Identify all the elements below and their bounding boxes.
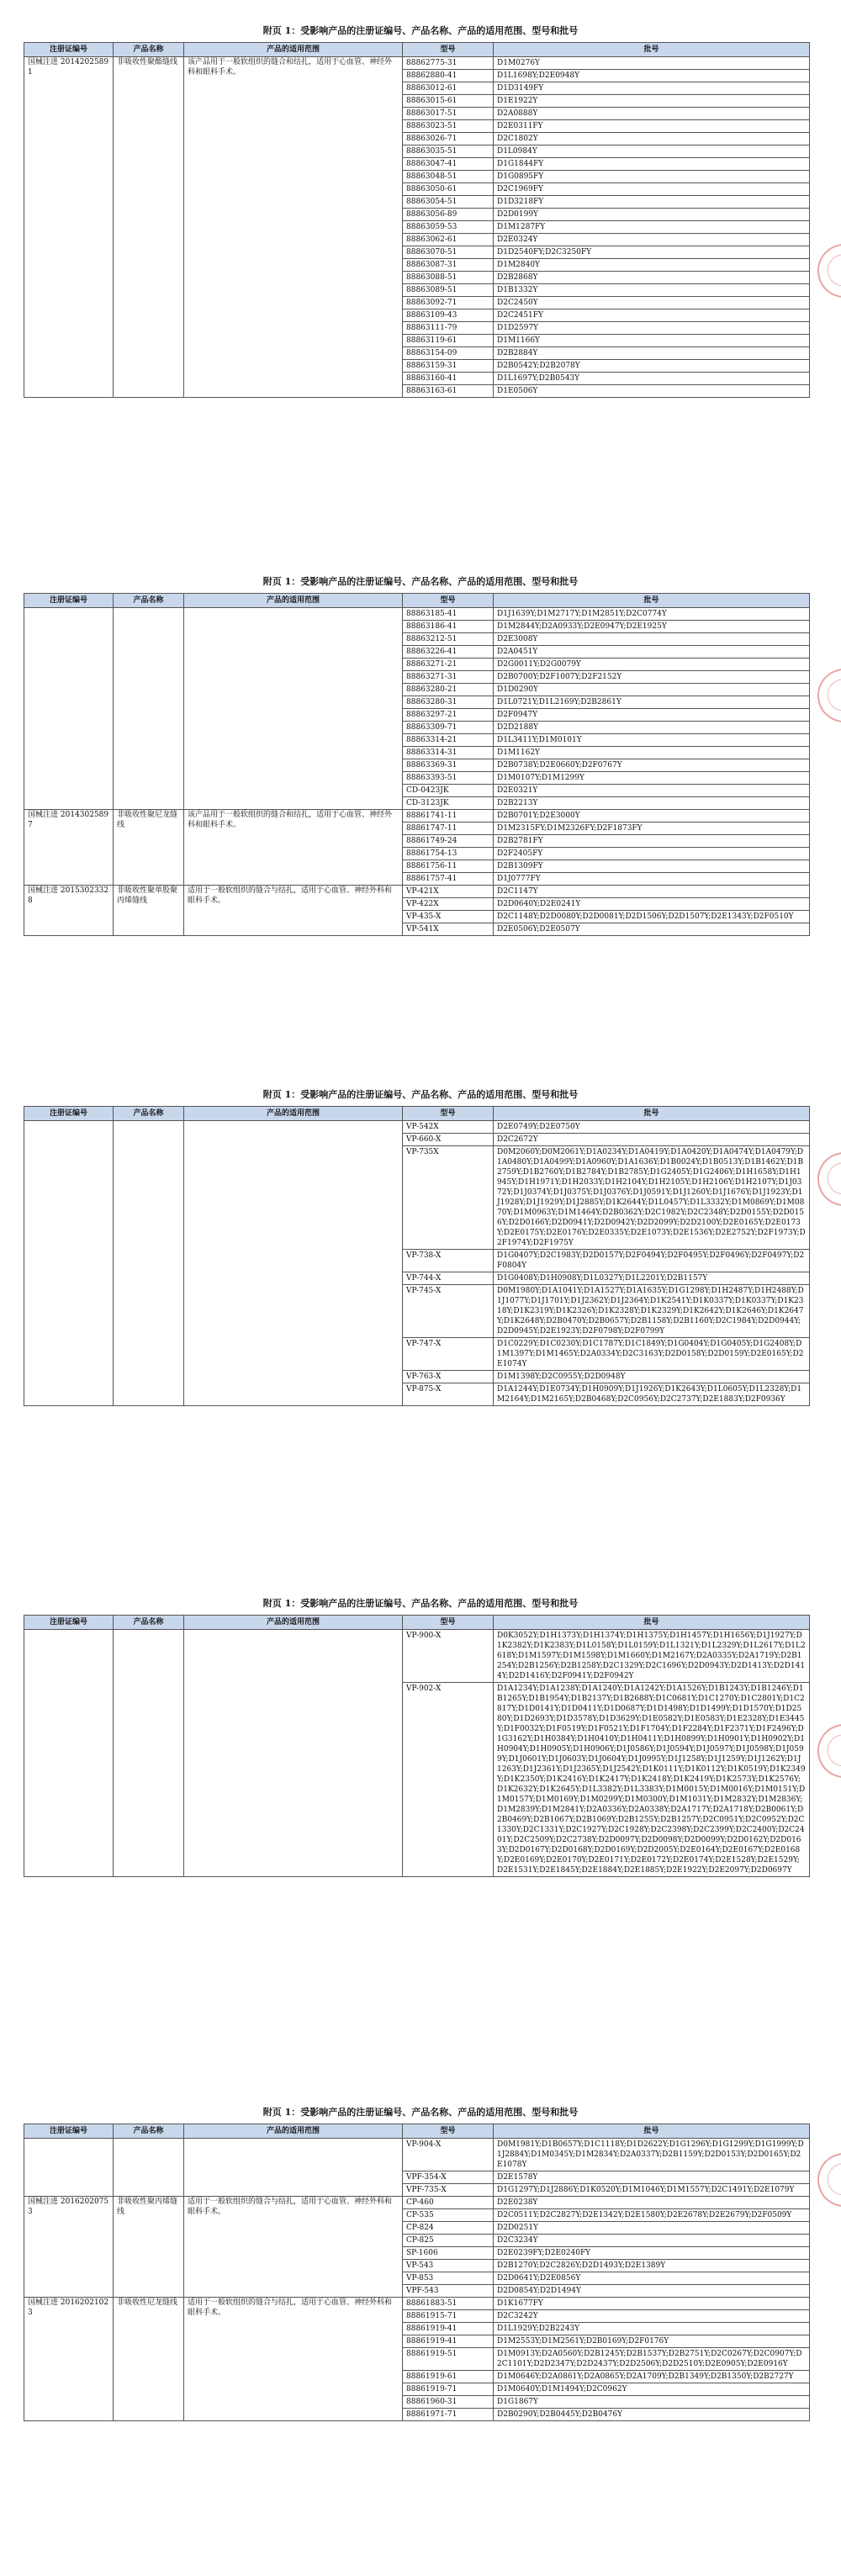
lot-numbers: D1M0640Y;D1M1494Y;D2C0962Y	[494, 2383, 810, 2396]
model-number: VP-435-X	[403, 911, 494, 923]
header-name: 产品名称	[114, 1107, 184, 1121]
model-number: 88861971-71	[403, 2409, 494, 2421]
lot-numbers: D1M2840Y	[494, 259, 810, 272]
lot-numbers: D1G1844FY	[494, 158, 810, 171]
model-number: 88863185-41	[403, 608, 494, 621]
model-number: 88863012-61	[403, 82, 494, 95]
lot-numbers: D1L1929Y;D2B2243Y	[494, 2323, 810, 2335]
lot-numbers: D1J1639Y;D1M2717Y;D1M2851Y;D2C0774Y	[494, 608, 810, 621]
model-number: VP-543	[403, 2260, 494, 2272]
model-number: CP-535	[403, 2209, 494, 2222]
model-number: 88862880-41	[403, 70, 494, 82]
lot-numbers: D2E3008Y	[494, 633, 810, 646]
intended-use	[184, 608, 403, 810]
model-number: 88861741-11	[403, 810, 494, 823]
model-number: 88863314-21	[403, 734, 494, 747]
intended-use: 该产品用于一般软组织的缝合和结扎，适用于心血管、神经外科和眼科手术。	[184, 810, 403, 886]
header-reg: 注册证编号	[24, 2124, 114, 2139]
lot-numbers: D1G1867Y	[494, 2396, 810, 2409]
registration-number: 国械注进 20142025891	[24, 57, 114, 398]
model-number: 88863047-41	[403, 158, 494, 171]
model-number: 88863056-89	[403, 209, 494, 221]
lot-numbers: D0M1981Y;D1B0657Y;D1C1118Y;D1D2622Y;D1G1296Y;D1G1299Y;D1G1999Y;D1J2884Y;D1M0345Y;D1M2834Y;D2A0337Y;D2B1159Y;D2D0153Y;D2D0165Y;D2E1078Y	[494, 2139, 810, 2171]
lot-numbers: D2C3242Y	[494, 2310, 810, 2323]
model-number: 88863054-51	[403, 196, 494, 209]
seal-stamp	[811, 1717, 841, 1785]
registration-number	[24, 608, 114, 810]
seal-stamp	[811, 662, 841, 730]
lot-numbers: D2A0451Y	[494, 646, 810, 659]
header-scope: 产品的适用范围	[184, 1107, 403, 1121]
table-row	[24, 2197, 810, 2209]
header-row	[24, 1107, 810, 1121]
model-number: 88863017-51	[403, 108, 494, 120]
model-number: CD-3123JK	[403, 797, 494, 810]
lot-numbers: D2B2868Y	[494, 272, 810, 284]
lot-numbers: D2E0238Y	[494, 2197, 810, 2209]
lot-numbers: D1B1332Y	[494, 284, 810, 297]
model-number: 88863111-79	[403, 322, 494, 335]
lot-numbers: D1M0276Y	[494, 57, 810, 70]
model-number: VP-421X	[403, 886, 494, 898]
lot-numbers: D1M1287FY	[494, 221, 810, 234]
page-5	[0, 2081, 841, 2576]
lot-numbers: D2F2405FY	[494, 848, 810, 860]
lot-numbers: D1K1677FY	[494, 2298, 810, 2310]
model-number: 88863088-51	[403, 272, 494, 284]
page-title: 附页 1：受影响产品的注册证编号、产品名称、产品的适用范围、型号和批号	[262, 1089, 579, 1100]
lot-numbers: D1D3149FY	[494, 82, 810, 95]
model-number: 88863186-41	[403, 621, 494, 633]
model-number: VP-422X	[403, 898, 494, 911]
model-number: CD-0423JK	[403, 785, 494, 797]
lot-numbers: D0M1980Y;D1A1041Y;D1A1527Y;D1A1635Y;D1G1298Y;D1H2487Y;D1H2488Y;D1J1077Y;D1J1701Y;D1J2362Y;D1J2364Y;D1K2541Y;D1K0337Y;D1K0337Y;D1K2318Y;D1K2319Y;D1K2326Y;D1K2328Y;D1K2329Y;D1K2642Y;D1K2646Y;D1K2647Y;D1K2648Y;D2B0470Y;D2B0657Y;D2B1158Y;D2B1160Y;D2C1984Y;D2D0944Y;D2D0945Y;D2E1923Y;D2F0798Y;D2F0799Y	[494, 1285, 810, 1338]
lot-numbers: D2B2884Y	[494, 347, 810, 360]
intended-use: 适用于一般软组织的缝合与结扎，适用于心血管、神经外科和眼科手术。	[184, 2298, 403, 2421]
lot-numbers: D2D2188Y	[494, 722, 810, 734]
intended-use	[184, 1630, 403, 1877]
lot-numbers: D1M2553Y;D1M2561Y;D2B0169Y;D2F0176Y	[494, 2335, 810, 2348]
model-number: 88863026-71	[403, 133, 494, 145]
lot-numbers: D1M0646Y;D2A0861Y;D2A0865Y;D2A1709Y;D2B1349Y;D2B1350Y;D2B2727Y	[494, 2371, 810, 2383]
header-row	[24, 594, 810, 608]
model-number: 88863314-31	[403, 747, 494, 759]
lot-numbers: D2G0011Y;D2G0079Y	[494, 659, 810, 671]
lot-numbers: D2E0321Y	[494, 785, 810, 797]
header-row	[24, 1616, 810, 1630]
model-number: 88863393-51	[403, 772, 494, 785]
header-scope: 产品的适用范围	[184, 43, 403, 57]
header-scope: 产品的适用范围	[184, 2124, 403, 2139]
header-lot: 批号	[494, 1616, 810, 1630]
model-number: VP-660-X	[403, 1134, 494, 1146]
page-4	[0, 1573, 841, 2081]
model-number: 88863226-41	[403, 646, 494, 659]
registration-number: 国械注进 20162020753	[24, 2197, 114, 2298]
table-row	[24, 2139, 810, 2171]
lot-numbers: D2A0888Y	[494, 108, 810, 120]
lot-numbers: D1M1162Y	[494, 747, 810, 759]
page-title: 附页 1：受影响产品的注册证编号、产品名称、产品的适用范围、型号和批号	[262, 576, 579, 587]
model-number: VP-747-X	[403, 1338, 494, 1371]
model-number: VP-735X	[403, 1146, 494, 1250]
lot-numbers: D1A1234Y;D1A1238Y;D1A1240Y;D1A1242Y;D1A1526Y;D1B1243Y;D1B1246Y;D1B1265Y;D1B1954Y;D1B2137Y;D1B2688Y;D1C0681Y;D1C1270Y;D1C2801Y;D1C2817Y;D1D0141Y;D1D0411Y;D1D0687Y;D1D1498Y;D1D1499Y;D1D1570Y;D1D2580Y;D1D2693Y;D1D3578Y;D1D3629Y;D1E0582Y;D1E0583Y;D1E2328Y;D1E3445Y;D1F0032Y;D1F0519Y;D1F0521Y;D1F1704Y;D1F2284Y;D1F2371Y;D1F2496Y;D1G3162Y;D1H0384Y;D1H0410Y;D1H0411Y;D1H0899Y;D1H0901Y;D1H0902Y;D1H0904Y;D1H0905Y;D1H0906Y;D1J0586Y;D1J0594Y;D1J0597Y;D1J0598Y;D1J0599Y;D1J0601Y;D1J0603Y;D1J0604Y;D1J0995Y;D1J1258Y;D1J1259Y;D1J1262Y;D1J1263Y;D1J2361Y;D1J2365Y;D1J2542Y;D1K0111Y;D1K0112Y;D1K0519Y;D1K2349Y;D1K2350Y;D1K2416Y;D1K2417Y;D1K2418Y;D1K2419Y;D1K2573Y;D1K2576Y;D1K2632Y;D1K2645Y;D1L3382Y;D1L3383Y;D1M0015Y;D1M0016Y;D1M0151Y;D1M0157Y;D1M0169Y;D1M0299Y;D1M0300Y;D1M1031Y;D1M2832Y;D1M2836Y;D1M2839Y;D1M2841Y;D2A0336Y;D2A0338Y;D2A1717Y;D2A1718Y;D2B0061Y;D2B0469Y;D2B1067Y;D2B1069Y;D2B1255Y;D2B1257Y;D2C0951Y;D2C0952Y;D2C1330Y;D2C1331Y;D2C1927Y;D2C1928Y;D2C2398Y;D2C2399Y;D2C2400Y;D2C2401Y;D2C2509Y;D2C2738Y;D2D0097Y;D2D0098Y;D2D0099Y;D2D0162Y;D2D0163Y;D2D0167Y;D2D0168Y;D2D0169Y;D2D2005Y;D2E0164Y;D2E0167Y;D2E0168Y;D2E0169Y;D2E0170Y;D2E0171Y;D2E0172Y;D2E0174Y;D2E1528Y;D2E1529Y;D2E1531Y;D2E1845Y;D2E1884Y;D2E1885Y;D2E1922Y;D2E2097Y;D2D0697Y	[494, 1683, 810, 1877]
registration-number	[24, 1121, 114, 1406]
lot-numbers: D1E0506Y	[494, 385, 810, 398]
intended-use: 适用于一般软组织的缝合与结扎，适用于心血管、神经外科和眼科手术。	[184, 886, 403, 936]
model-number: 88861754-13	[403, 848, 494, 860]
model-number: CP-824	[403, 2222, 494, 2235]
product-name	[114, 2139, 184, 2197]
header-reg: 注册证编号	[24, 1616, 114, 1630]
model-number: 88863163-61	[403, 385, 494, 398]
page-3	[0, 1064, 841, 1573]
model-number: 88863092-71	[403, 297, 494, 309]
header-model: 型号	[403, 1107, 494, 1121]
model-number: 88863089-51	[403, 284, 494, 297]
product-table	[24, 1615, 810, 1877]
header-lot: 批号	[494, 43, 810, 57]
lot-numbers: D2C1147Y	[494, 886, 810, 898]
model-number: 88861756-11	[403, 860, 494, 873]
lot-numbers: D1M2844Y;D2A0933Y;D2E0947Y;D2E1925Y	[494, 621, 810, 633]
model-number: 88861919-41	[403, 2323, 494, 2335]
lot-numbers: D1D2597Y	[494, 322, 810, 335]
model-number: 88863087-31	[403, 259, 494, 272]
lot-numbers: D2D0854Y;D2D1494Y	[494, 2285, 810, 2298]
model-number: 88863035-51	[403, 145, 494, 158]
model-number: VP-902-X	[403, 1683, 494, 1877]
model-number: 88863023-51	[403, 120, 494, 133]
model-number: 88861749-24	[403, 835, 494, 848]
registration-number	[24, 2139, 114, 2197]
header-model: 型号	[403, 594, 494, 608]
lot-numbers: D2B0542Y;D2B2078Y	[494, 360, 810, 373]
product-name	[114, 1121, 184, 1406]
page-title: 附页 1：受影响产品的注册证编号、产品名称、产品的适用范围、型号和批号	[262, 2107, 579, 2118]
header-scope: 产品的适用范围	[184, 594, 403, 608]
model-number: 88863160-41	[403, 373, 494, 385]
lot-numbers: D2B1270Y;D2C2826Y;D2D1493Y;D2E1389Y	[494, 2260, 810, 2272]
lot-numbers: D1M0913Y;D2A0560Y;D2B1245Y;D2B1537Y;D2B2751Y;D2C0267Y;D2C0907Y;D2C1101Y;D2D2347Y;D2D2437Y;D2D2506Y;D2D2510Y;D2E0905Y;D2E0916Y	[494, 2348, 810, 2371]
table-row	[24, 57, 810, 70]
product-name: 非吸收性聚尼龙缝线	[114, 810, 184, 886]
intended-use: 适用于一般软组织的缝合与结扎，适用于心血管、神经外科和眼科手术。	[184, 2197, 403, 2298]
header-name: 产品名称	[114, 594, 184, 608]
lot-numbers: D2E0239FY;D2E0240FY	[494, 2247, 810, 2260]
lot-numbers: D2C1802Y	[494, 133, 810, 145]
model-number: 88862775-31	[403, 57, 494, 70]
lot-numbers: D2B1309FY	[494, 860, 810, 873]
lot-numbers: D2C2451FY	[494, 309, 810, 322]
lot-numbers: D2F0947Y	[494, 709, 810, 722]
registration-number	[24, 1630, 114, 1877]
seal-stamp	[811, 2146, 841, 2214]
lot-numbers: D1D3218FY	[494, 196, 810, 209]
header-reg: 注册证编号	[24, 1107, 114, 1121]
model-number: VP-853	[403, 2272, 494, 2285]
lot-numbers: D2B0700Y;D2F1007Y;D2F2152Y	[494, 671, 810, 684]
header-reg: 注册证编号	[24, 43, 114, 57]
registration-number: 国械注进 20162021023	[24, 2298, 114, 2421]
lot-numbers: D1M0107Y;D1M1299Y	[494, 772, 810, 785]
lot-numbers: D1L0721Y;D1L2169Y;D2B2861Y	[494, 696, 810, 709]
product-name: 非吸收性聚单股聚丙烯缝线	[114, 886, 184, 936]
lot-numbers: D1M2315FY;D1M2326FY;D2F1873FY	[494, 823, 810, 835]
lot-numbers: D1L1698Y;D2E0948Y	[494, 70, 810, 82]
model-number: VP-745-X	[403, 1285, 494, 1338]
table-row	[24, 1630, 810, 1683]
lot-numbers: D2E0506Y;D2E0507Y	[494, 923, 810, 936]
product-name	[114, 608, 184, 810]
header-name: 产品名称	[114, 43, 184, 57]
lot-numbers: D2E0311FY	[494, 120, 810, 133]
model-number: VP-738-X	[403, 1250, 494, 1272]
lot-numbers: D0M2060Y;D0M2061Y;D1A0234Y;D1A0419Y;D1A0420Y;D1A0474Y;D1A0479Y;D1A0480Y;D1A0499Y;D1A0960Y;D1A1636Y;D1B0024Y;D1B0513Y;D1B1462Y;D1B2759Y;D1B2760Y;D1B2784Y;D1B2785Y;D1G2405Y;D1G2406Y;D1H1658Y;D1H1945Y;D1H1971Y;D1H2033Y;D1H2104Y;D1H2105Y;D1H2106Y;D1H2107Y;D1J0372Y;D1J0374Y;D1J0375Y;D1J0376Y;D1J0591Y;D1J1260Y;D1J1676Y;D1J1923Y;D1J1928Y;D1J1929Y;D1J2885Y;D1K2644Y;D1L0457Y;D1L3332Y;D1M0869Y;D1M0870Y;D1M0963Y;D1M1464Y;D2B0362Y;D2C1982Y;D2C2348Y;D2D0155Y;D2D0156Y;D2D0166Y;D2D0941Y;D2D0942Y;D2D2099Y;D2D2100Y;D2E0165Y;D2E0173Y;D2E0175Y;D2E0176Y;D2E0335Y;D2E1073Y;D2E1536Y;D2E2752Y;D2F1973Y;D2F1974Y;D2F1975Y	[494, 1146, 810, 1250]
model-number: 88861919-51	[403, 2348, 494, 2371]
model-number: VP-744-X	[403, 1272, 494, 1285]
lot-numbers: D1E1922Y	[494, 95, 810, 108]
intended-use	[184, 2139, 403, 2197]
lot-numbers: D1M1166Y	[494, 335, 810, 347]
lot-numbers: D1M1398Y;D2C0955Y;D2D0948Y	[494, 1371, 810, 1383]
product-name: 非吸收性尼龙缝线	[114, 2298, 184, 2421]
seal-stamp	[811, 1145, 841, 1214]
model-number: 88863280-31	[403, 696, 494, 709]
header-row	[24, 2124, 810, 2139]
lot-numbers: D1G0895FY	[494, 171, 810, 183]
model-number: VPF-543	[403, 2285, 494, 2298]
page-title: 附页 1：受影响产品的注册证编号、产品名称、产品的适用范围、型号和批号	[262, 1598, 579, 1609]
model-number: 88863297-21	[403, 709, 494, 722]
lot-numbers: D1A1244Y;D1E0734Y;D1H0909Y;D1J1926Y;D1K2643Y;D1L0605Y;D1L2328Y;D1M2164Y;D1M2165Y;D2B0468Y;D2C0956Y;D2C2737Y;D2E1883Y;D2F0936Y	[494, 1383, 810, 1406]
header-model: 型号	[403, 1616, 494, 1630]
lot-numbers: D2B2213Y	[494, 797, 810, 810]
header-name: 产品名称	[114, 2124, 184, 2139]
model-number: 88863271-31	[403, 671, 494, 684]
model-number: VP-900-X	[403, 1630, 494, 1683]
header-name: 产品名称	[114, 1616, 184, 1630]
product-table	[24, 593, 810, 936]
product-table	[24, 42, 810, 398]
table-row	[24, 810, 810, 823]
lot-numbers: D2B2781FY	[494, 835, 810, 848]
table-row	[24, 886, 810, 898]
page-1	[0, 0, 841, 551]
model-number: 88861747-11	[403, 823, 494, 835]
lot-numbers: D2E1578Y	[494, 2171, 810, 2184]
table-row	[24, 1121, 810, 1134]
model-number: 88863309-71	[403, 722, 494, 734]
header-row	[24, 43, 810, 57]
model-number: 88863050-61	[403, 183, 494, 196]
model-number: 88861960-31	[403, 2396, 494, 2409]
model-number: 88863062-61	[403, 234, 494, 246]
lot-numbers: D2D0640Y;D2E0241Y	[494, 898, 810, 911]
lot-numbers: D2B0738Y;D2E0660Y;D2F0767Y	[494, 759, 810, 772]
model-number: CP-460	[403, 2197, 494, 2209]
lot-numbers: D2C0511Y;D2C2827Y;D2E1342Y;D2E1580Y;D2E2678Y;D2E2679Y;D2F0509Y	[494, 2209, 810, 2222]
lot-numbers: D1J0777FY	[494, 873, 810, 886]
lot-numbers: D2D0199Y	[494, 209, 810, 221]
lot-numbers: D1D2540FY;D2C3250FY	[494, 246, 810, 259]
lot-numbers: D1D0290Y	[494, 684, 810, 696]
header-lot: 批号	[494, 1107, 810, 1121]
model-number: 88863119-61	[403, 335, 494, 347]
model-number: VPF-354-X	[403, 2171, 494, 2184]
model-number: VP-763-X	[403, 1371, 494, 1383]
header-lot: 批号	[494, 2124, 810, 2139]
model-number: VP-542X	[403, 1121, 494, 1134]
lot-numbers: D1C0229Y;D1C0230Y;D1C1787Y;D1C1849Y;D1G0404Y;D1G0405Y;D1G2408Y;D1M1397Y;D1M1465Y;D2A0334Y;D2C3163Y;D2D0158Y;D2D0159Y;D2E0165Y;D2E1074Y	[494, 1338, 810, 1371]
header-lot: 批号	[494, 594, 810, 608]
model-number: 88861757-41	[403, 873, 494, 886]
product-name: 非吸收性聚丙烯缝线	[114, 2197, 184, 2298]
header-reg: 注册证编号	[24, 594, 114, 608]
lot-numbers: D2E0749Y;D2E0750Y	[494, 1121, 810, 1134]
model-number: 88863109-43	[403, 309, 494, 322]
model-number: VPF-735-X	[403, 2184, 494, 2197]
intended-use	[184, 1121, 403, 1406]
lot-numbers: D2D0251Y	[494, 2222, 810, 2235]
model-number: 88861919-71	[403, 2383, 494, 2396]
lot-numbers: D2C3234Y	[494, 2235, 810, 2247]
model-number: 88863070-51	[403, 246, 494, 259]
model-number: 88863059-53	[403, 221, 494, 234]
lot-numbers: D1L3411Y;D1M0101Y	[494, 734, 810, 747]
product-table	[24, 2124, 810, 2421]
page-2	[0, 551, 841, 1064]
lot-numbers: D2C2450Y	[494, 297, 810, 309]
table-row	[24, 608, 810, 621]
model-number: 88861883-51	[403, 2298, 494, 2310]
model-number: SP-1606	[403, 2247, 494, 2260]
model-number: 88863048-51	[403, 171, 494, 183]
lot-numbers: D1G0407Y;D2C1983Y;D2D0157Y;D2F0494Y;D2F0495Y;D2F0496Y;D2F0497Y;D2F0804Y	[494, 1250, 810, 1272]
model-number: VP-541X	[403, 923, 494, 936]
page-title: 附页 1：受影响产品的注册证编号、产品名称、产品的适用范围、型号和批号	[262, 25, 579, 36]
model-number: 88861919-41	[403, 2335, 494, 2348]
lot-numbers: D2C2672Y	[494, 1134, 810, 1146]
registration-number: 国械注进 20153023328	[24, 886, 114, 936]
model-number: 88863280-21	[403, 684, 494, 696]
model-number: 88863212-51	[403, 633, 494, 646]
model-number: VP-904-X	[403, 2139, 494, 2171]
header-model: 型号	[403, 43, 494, 57]
header-scope: 产品的适用范围	[184, 1616, 403, 1630]
model-number: 88863154-09	[403, 347, 494, 360]
table-row	[24, 2298, 810, 2310]
lot-numbers: D2B0290Y;D2B0445Y;D2B0476Y	[494, 2409, 810, 2421]
model-number: 88863271-21	[403, 659, 494, 671]
lot-numbers: D2E0324Y	[494, 234, 810, 246]
model-number: 88863369-31	[403, 759, 494, 772]
model-number: 88863015-61	[403, 95, 494, 108]
lot-numbers: D2C1148Y;D2D0080Y;D2D0081Y;D2D1506Y;D2D1507Y;D2E1343Y;D2F0510Y	[494, 911, 810, 923]
product-table	[24, 1106, 810, 1406]
lot-numbers: D1G0408Y;D1H0908Y;D1L0327Y;D1L2201Y;D2B1157Y	[494, 1272, 810, 1285]
model-number: 88861919-61	[403, 2371, 494, 2383]
seal-stamp	[811, 237, 841, 305]
lot-numbers: D1L1697Y;D2B0543Y	[494, 373, 810, 385]
lot-numbers: D2C1969FY	[494, 183, 810, 196]
lot-numbers: D1G1297Y;D1J2886Y;D1K0520Y;D1M1046Y;D1M1557Y;D2C1491Y;D2E1079Y	[494, 2184, 810, 2197]
header-model: 型号	[403, 2124, 494, 2139]
registration-number: 国械注进 20143025897	[24, 810, 114, 886]
model-number: 88861915-71	[403, 2310, 494, 2323]
product-name: 非吸收性聚酯缝线	[114, 57, 184, 398]
lot-numbers: D2D0641Y;D2E0856Y	[494, 2272, 810, 2285]
model-number: 88863159-31	[403, 360, 494, 373]
lot-numbers: D0K3052Y;D1H1373Y;D1H1374Y;D1H1375Y;D1H1457Y;D1H1656Y;D1J1927Y;D1K2382Y;D1K2383Y;D1L0158Y;D1L0159Y;D1L1321Y;D1L2329Y;D1L2617Y;D1L2618Y;D1M1597Y;D1M1598Y;D1M1660Y;D1M2167Y;D2A0335Y;D2A1719Y;D2B1254Y;D2B1256Y;D2B1258Y;D2C1329Y;D2C1696Y;D2D0943Y;D2D1413Y;D2D1414Y;D2D1416Y;D2F0941Y;D2F0942Y	[494, 1630, 810, 1683]
product-name	[114, 1630, 184, 1877]
model-number: CP-825	[403, 2235, 494, 2247]
lot-numbers: D1L0984Y	[494, 145, 810, 158]
lot-numbers: D2B0701Y;D2E3000Y	[494, 810, 810, 823]
model-number: VP-875-X	[403, 1383, 494, 1406]
intended-use: 该产品用于一般软组织的缝合和结扎，适用于心血管、神经外科和眼科手术。	[184, 57, 403, 398]
